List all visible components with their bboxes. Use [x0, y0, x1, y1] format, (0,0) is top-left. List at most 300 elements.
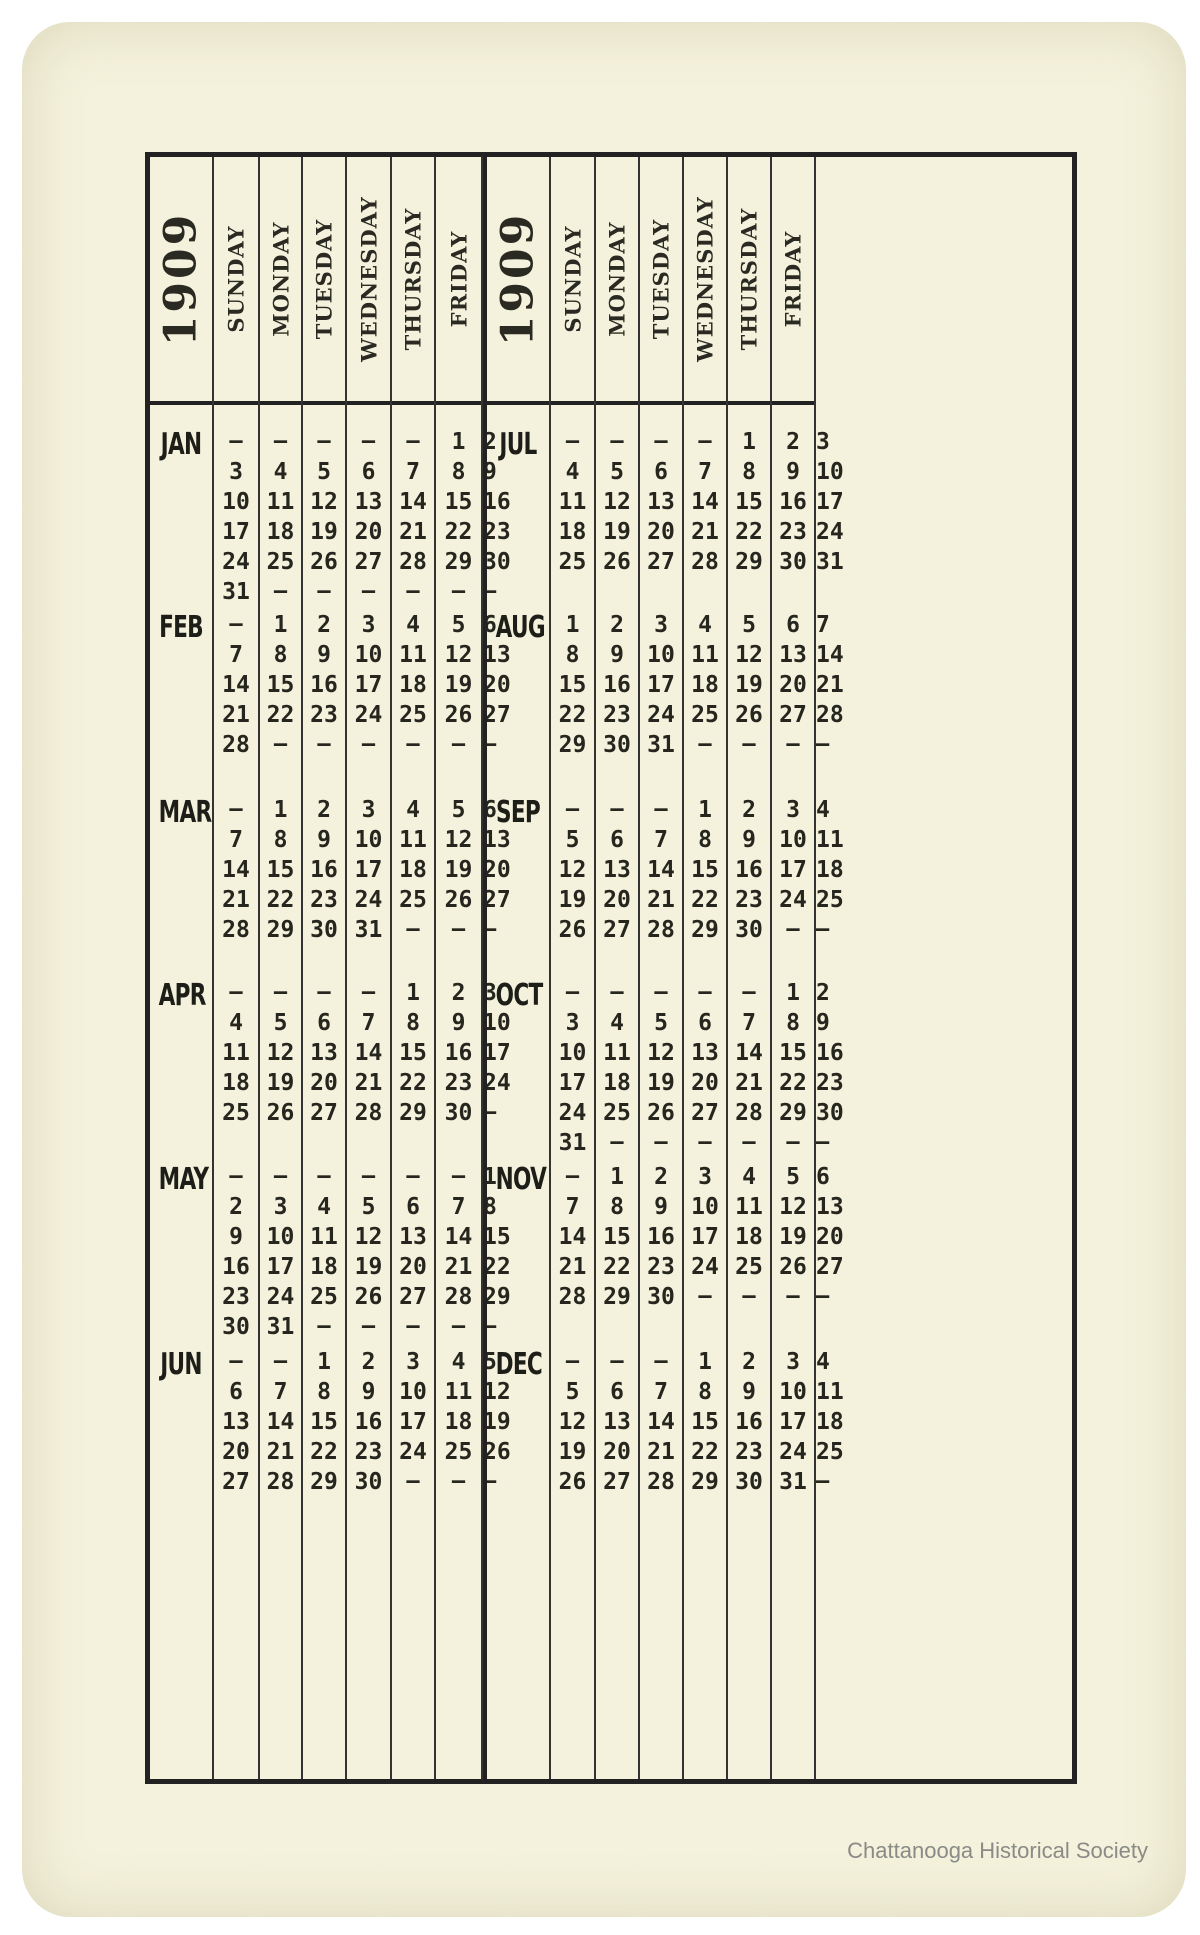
date-cell: 2: [654, 1164, 668, 1190]
date-cell: 23: [354, 1439, 383, 1465]
date-cell: —: [229, 612, 243, 637]
date-cell: 13: [691, 1040, 719, 1066]
date-cell: —: [610, 1130, 624, 1155]
date-cell: —: [451, 579, 466, 604]
date-cell: 15: [779, 1040, 807, 1066]
day-header: FRIDAY: [446, 230, 471, 328]
date-cell: 29: [399, 1100, 427, 1126]
date-cell: 14: [558, 1224, 587, 1250]
date-cell: 11: [444, 1379, 473, 1405]
date-cell: 19: [354, 1254, 383, 1280]
date-cell: 16: [603, 672, 631, 698]
date-cell: 22: [603, 1254, 631, 1280]
date-cell: —: [698, 429, 712, 454]
date-cell: 11: [603, 1040, 631, 1066]
date-cell: 7: [229, 642, 243, 668]
date-cell: —: [361, 1314, 376, 1339]
date-cell: 26: [558, 1469, 587, 1495]
date-cell: 27: [603, 1469, 631, 1495]
date-cell: 15: [266, 857, 295, 883]
date-cell: 19: [444, 857, 473, 883]
date-cell: 28: [647, 917, 675, 943]
date-cell: 1: [786, 980, 800, 1006]
day-header: TUESDAY: [648, 218, 674, 340]
date-cell: —: [742, 1130, 756, 1155]
date-cell: 6: [229, 1379, 243, 1405]
date-cell: 28: [444, 1284, 473, 1310]
date-cell: 7: [273, 1379, 288, 1405]
day-header: MONDAY: [268, 221, 293, 337]
date-cell: 10: [399, 1379, 427, 1405]
date-cell: 17: [399, 1409, 427, 1435]
date-cell: 12: [354, 1224, 383, 1250]
date-cell: 31: [354, 917, 383, 943]
date-cell: 21: [691, 519, 719, 545]
date-cell: 27: [603, 917, 631, 943]
date-cell: —: [317, 732, 331, 757]
date-cell: 10: [779, 1379, 807, 1405]
date-cell: 11: [558, 489, 587, 515]
date-cell: 18: [310, 1254, 338, 1280]
date-cell: 13: [222, 1409, 250, 1435]
date-cell: 9: [742, 827, 756, 853]
date-cell: 29: [691, 1469, 719, 1495]
date-cell: 9: [654, 1194, 668, 1220]
date-cell: 26: [558, 917, 587, 943]
date-cell: —: [451, 917, 466, 942]
date-cell: 9: [317, 827, 331, 853]
date-cell: 24: [691, 1254, 719, 1280]
date-cell: 6: [786, 612, 800, 638]
date-cell: —: [406, 732, 420, 757]
date-cell: 30: [354, 1469, 383, 1495]
month-label: APR: [158, 978, 206, 1013]
date-cell: 7: [229, 827, 243, 853]
date-cell: 11: [399, 827, 427, 853]
date-cell: —: [273, 980, 288, 1005]
day-column: [549, 157, 594, 1779]
date-cell: —: [565, 797, 580, 822]
date-cell: 30: [603, 732, 631, 758]
day-column: [390, 157, 434, 1779]
date-cell: 20: [399, 1254, 427, 1280]
date-cell: —: [273, 579, 288, 604]
date-cell: 4: [229, 1010, 243, 1036]
date-cell: —: [361, 579, 376, 604]
day-column: [770, 157, 814, 1779]
date-cell: 13: [354, 489, 383, 515]
date-cell: 21: [266, 1439, 295, 1465]
date-cell: 26: [603, 549, 631, 575]
date-cell: 15: [266, 672, 295, 698]
date-cell: —: [565, 1164, 580, 1189]
date-cell: 19: [444, 672, 473, 698]
date-cell: 25: [222, 1100, 250, 1126]
date-cell: 29: [558, 732, 587, 758]
date-cell: 25: [558, 549, 587, 575]
date-cell: —: [406, 1314, 420, 1339]
date-cell: 7: [698, 459, 712, 485]
date-cell: 15: [735, 489, 763, 515]
day-header: SUNDAY: [223, 225, 249, 333]
date-cell: 25: [603, 1100, 631, 1126]
date-cell: —: [229, 797, 243, 822]
date-cell: 12: [603, 489, 631, 515]
date-cell: 21: [558, 1254, 587, 1280]
date-cell: 25: [399, 887, 427, 913]
date-cell: 2: [610, 612, 624, 638]
date-cell: 14: [399, 489, 427, 515]
date-cell: 5: [565, 827, 580, 853]
date-cell: 30: [222, 1314, 250, 1340]
date-cell: 23: [444, 1070, 473, 1096]
date-cell: 17: [354, 672, 383, 698]
date-cell: —: [273, 1349, 288, 1374]
date-cell: 21: [354, 1070, 383, 1096]
day-header: SUNDAY: [560, 225, 585, 333]
date-cell: 3: [786, 1349, 800, 1375]
date-cell: 4: [317, 1194, 331, 1220]
date-cell: 9: [786, 459, 800, 485]
date-cell: 29: [266, 917, 295, 943]
date-cell: 6: [698, 1010, 712, 1036]
date-cell: —: [610, 797, 624, 822]
date-cell: 6: [317, 1010, 331, 1036]
date-cell: 1: [273, 797, 288, 823]
date-cell: 1: [610, 1164, 624, 1190]
date-cell: 23: [603, 702, 631, 728]
date-cell: 31: [647, 732, 675, 758]
date-cell: 22: [735, 519, 763, 545]
date-cell: 9: [229, 1224, 243, 1250]
date-cell: 7: [565, 1194, 580, 1220]
date-cell: 1: [698, 797, 712, 823]
date-cell: 5: [565, 1379, 580, 1405]
date-cell: 13: [779, 642, 807, 668]
date-cell: —: [786, 732, 800, 757]
date-cell: 24: [354, 887, 383, 913]
credit-watermark: Chattanooga Historical Society: [847, 1838, 1148, 1863]
date-cell: 14: [647, 857, 675, 883]
date-cell: 4: [610, 1010, 624, 1036]
date-cell: 20: [354, 519, 383, 545]
date-cell: 21: [399, 519, 427, 545]
date-cell: 20: [310, 1070, 338, 1096]
date-cell: 27: [691, 1100, 719, 1126]
date-cell: 28: [558, 1284, 587, 1310]
date-cell: —: [451, 732, 466, 757]
date-cell: 2: [317, 797, 331, 823]
date-cell: 24: [399, 1439, 427, 1465]
date-cell: 14: [354, 1040, 383, 1066]
date-cell: —: [317, 1164, 331, 1189]
date-cell: 16: [779, 489, 807, 515]
date-cell: 19: [310, 519, 338, 545]
date-cell: 17: [266, 1254, 295, 1280]
date-cell: 4: [742, 1164, 756, 1190]
date-cell: 17: [222, 519, 250, 545]
date-cell: 13: [603, 1409, 631, 1435]
date-cell: 1: [273, 612, 288, 638]
date-cell: 31: [779, 1469, 807, 1495]
date-cell: 8: [610, 1194, 624, 1220]
date-cell: 23: [735, 1439, 763, 1465]
date-cell: —: [361, 1164, 376, 1189]
date-cell: 19: [779, 1224, 807, 1250]
date-cell: 9: [742, 1379, 756, 1405]
date-cell: 22: [558, 702, 587, 728]
date-cell: 31: [222, 579, 250, 605]
date-cell: 13: [399, 1224, 427, 1250]
date-cell: 13: [310, 1040, 338, 1066]
date-cell: 25: [444, 1439, 473, 1465]
date-cell: 4: [406, 797, 420, 823]
date-cell: 23: [310, 887, 338, 913]
date-cell: 8: [406, 1010, 420, 1036]
date-cell: —: [451, 1164, 466, 1189]
date-cell: 13: [603, 857, 631, 883]
date-cell: 1: [317, 1349, 331, 1375]
date-cell: 16: [310, 857, 338, 883]
date-cell: 28: [647, 1469, 675, 1495]
date-cell: —: [361, 732, 376, 757]
date-cell: —: [229, 1349, 243, 1374]
date-cell: 24: [647, 702, 675, 728]
date-cell: 5: [742, 612, 756, 638]
date-cell: 26: [779, 1254, 807, 1280]
date-cell: 21: [222, 702, 250, 728]
date-cell: 1: [451, 429, 466, 455]
date-cell: —: [361, 429, 376, 454]
date-cell: —: [654, 797, 668, 822]
day-column: [594, 157, 638, 1779]
date-cell: 28: [266, 1469, 295, 1495]
date-cell: 9: [610, 642, 624, 668]
date-cell: 17: [558, 1070, 587, 1096]
day-column: [345, 157, 390, 1779]
date-cell: 12: [444, 642, 473, 668]
date-cell: 28: [222, 732, 250, 758]
date-cell: 22: [266, 702, 295, 728]
date-cell: 25: [691, 702, 719, 728]
date-cell: —: [273, 1164, 288, 1189]
month-label: JUN: [160, 1347, 202, 1382]
date-cell: 7: [406, 459, 420, 485]
date-cell: 18: [399, 672, 427, 698]
date-cell: 2: [742, 797, 756, 823]
date-cell: 28: [354, 1100, 383, 1126]
date-cell: 25: [735, 1254, 763, 1280]
date-cell: 26: [735, 702, 763, 728]
date-cell: 25: [399, 702, 427, 728]
date-cell: 26: [647, 1100, 675, 1126]
date-cell: 4: [698, 612, 712, 638]
date-cell: 25: [266, 549, 295, 575]
date-cell: 5: [654, 1010, 668, 1036]
date-cell: 1: [742, 429, 756, 455]
date-cell: —: [610, 980, 624, 1005]
day-column: [434, 157, 481, 1779]
day-header: WEDNESDAY: [692, 196, 718, 362]
date-cell: 17: [779, 857, 807, 883]
date-cell: 16: [647, 1224, 675, 1250]
date-cell: 10: [691, 1194, 719, 1220]
date-cell: 8: [565, 642, 580, 668]
date-cell: 11: [310, 1224, 338, 1250]
date-cell: 16: [310, 672, 338, 698]
date-cell: 14: [735, 1040, 763, 1066]
date-cell: 13: [647, 489, 675, 515]
date-cell: —: [654, 429, 668, 454]
calendar-grid: [145, 152, 1077, 1784]
date-cell: 17: [779, 1409, 807, 1435]
date-cell: 27: [399, 1284, 427, 1310]
date-cell: 5: [786, 1164, 800, 1190]
day-column: 3 10 17 24 31 7 14 21 28 — 4 11 18 25 — 2 9 16 23 30 — 6 13 20 27 — 4 11 18 25 —: [814, 157, 816, 1779]
date-cell: 14: [222, 857, 250, 883]
month-label: DEC: [495, 1347, 543, 1382]
date-cell: 18: [558, 519, 587, 545]
date-cell: —: [565, 429, 580, 454]
date-cell: 31: [558, 1130, 587, 1156]
date-cell: 12: [444, 827, 473, 853]
date-cell: 30: [647, 1284, 675, 1310]
date-cell: 7: [742, 1010, 756, 1036]
date-cell: 12: [779, 1194, 807, 1220]
date-cell: 27: [310, 1100, 338, 1126]
date-cell: 29: [310, 1469, 338, 1495]
month-label: JUL: [499, 427, 537, 462]
date-cell: 12: [558, 857, 587, 883]
date-cell: 11: [399, 642, 427, 668]
date-cell: 22: [779, 1070, 807, 1096]
date-cell: 4: [451, 1349, 466, 1375]
date-cell: 26: [354, 1284, 383, 1310]
date-cell: 12: [266, 1040, 295, 1066]
day-header: TUESDAY: [311, 218, 337, 340]
date-cell: 10: [354, 642, 383, 668]
date-cell: 22: [310, 1439, 338, 1465]
left-half: [150, 157, 511, 1779]
date-cell: 28: [735, 1100, 763, 1126]
date-cell: 6: [361, 459, 376, 485]
date-cell: 3: [273, 1194, 288, 1220]
date-cell: 30: [779, 549, 807, 575]
date-cell: 7: [361, 1010, 376, 1036]
date-cell: —: [698, 1284, 712, 1309]
date-cell: 3: [654, 612, 668, 638]
date-cell: 29: [735, 549, 763, 575]
date-cell: —: [229, 429, 243, 454]
date-cell: 9: [451, 1010, 466, 1036]
date-cell: 30: [735, 1469, 763, 1495]
date-cell: 26: [310, 549, 338, 575]
date-cell: 10: [266, 1224, 295, 1250]
date-cell: 6: [610, 827, 624, 853]
date-cell: —: [742, 732, 756, 757]
date-cell: —: [406, 917, 420, 942]
date-cell: 16: [735, 857, 763, 883]
day-column: [638, 157, 682, 1779]
date-cell: 7: [654, 827, 668, 853]
date-cell: 16: [444, 1040, 473, 1066]
date-cell: 28: [222, 917, 250, 943]
date-cell: 16: [735, 1409, 763, 1435]
year-label: 1909: [155, 211, 207, 347]
date-cell: 2: [451, 980, 466, 1006]
date-cell: 8: [698, 1379, 712, 1405]
date-cell: 6: [610, 1379, 624, 1405]
date-cell: 17: [354, 857, 383, 883]
date-cell: 20: [603, 887, 631, 913]
date-cell: 2: [742, 1349, 756, 1375]
date-cell: 5: [610, 459, 624, 485]
date-cell: 5: [317, 459, 331, 485]
date-cell: 22: [444, 519, 473, 545]
date-cell: 2: [361, 1349, 376, 1375]
date-cell: 19: [603, 519, 631, 545]
date-cell: 29: [444, 549, 473, 575]
date-cell: 30: [735, 917, 763, 943]
date-cell: 15: [691, 1409, 719, 1435]
date-cell: 21: [222, 887, 250, 913]
date-cell: 29: [603, 1284, 631, 1310]
day-column: [258, 157, 301, 1779]
date-cell: —: [786, 1284, 800, 1309]
date-cell: —: [229, 1164, 243, 1189]
date-cell: 3: [406, 1349, 420, 1375]
date-cell: 21: [647, 1439, 675, 1465]
date-cell: 28: [399, 549, 427, 575]
month-column: [150, 157, 212, 1779]
date-cell: 30: [310, 917, 338, 943]
date-cell: —: [317, 980, 331, 1005]
date-cell: 1: [698, 1349, 712, 1375]
day-header: WEDNESDAY: [356, 196, 381, 362]
month-label: JAN: [160, 427, 202, 462]
date-cell: 10: [354, 827, 383, 853]
date-cell: 5: [273, 1010, 288, 1036]
date-cell: 11: [222, 1040, 250, 1066]
date-cell: 2: [786, 429, 800, 455]
date-cell: 23: [647, 1254, 675, 1280]
date-cell: 22: [691, 1439, 719, 1465]
date-cell: 15: [310, 1409, 338, 1435]
date-cell: 3: [786, 797, 800, 823]
date-cell: 20: [603, 1439, 631, 1465]
month-column: [487, 157, 549, 1779]
date-cell: 23: [779, 519, 807, 545]
date-cell: —: [406, 1469, 420, 1494]
date-cell: 19: [735, 672, 763, 698]
date-cell: 22: [266, 887, 295, 913]
date-cell: —: [698, 980, 712, 1005]
date-cell: —: [406, 429, 420, 454]
date-cell: 27: [779, 702, 807, 728]
day-column: [682, 157, 726, 1779]
date-cell: 8: [273, 827, 288, 853]
date-cell: —: [742, 980, 756, 1005]
month-label: SEP: [496, 795, 540, 830]
date-cell: 3: [229, 459, 243, 485]
month-label: OCT: [495, 978, 543, 1013]
date-cell: 15: [558, 672, 587, 698]
day-header: FRIDAY: [780, 230, 806, 328]
date-cell: 19: [266, 1070, 295, 1096]
date-cell: 23: [310, 702, 338, 728]
date-cell: 24: [779, 887, 807, 913]
date-cell: —: [317, 429, 331, 454]
